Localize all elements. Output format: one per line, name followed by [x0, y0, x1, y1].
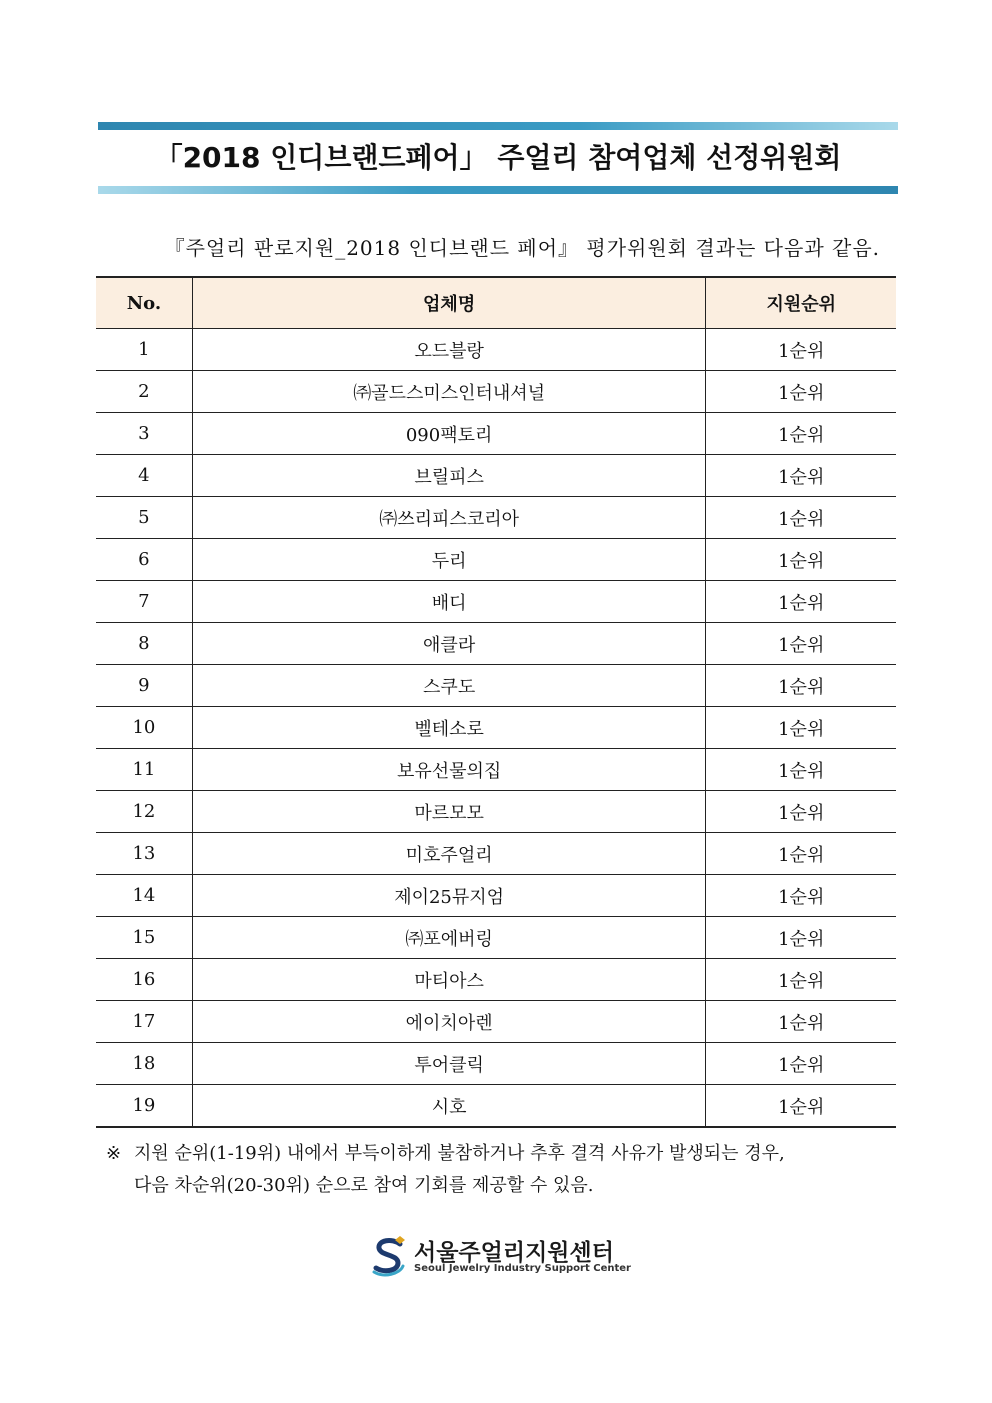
cell-no: 11	[96, 749, 192, 791]
table-row	[96, 749, 896, 791]
cell-no: 13	[96, 833, 192, 875]
cell-rank: 1순위	[706, 791, 896, 833]
cell-company: 두리	[192, 539, 706, 581]
cell-rank: 1순위	[706, 707, 896, 749]
table-row	[96, 707, 896, 749]
table-row	[96, 1043, 896, 1085]
table-body	[96, 329, 896, 1128]
cell-rank: 1순위	[706, 329, 896, 371]
header-no: No.	[96, 277, 192, 329]
cell-company: 애클라	[192, 623, 706, 665]
cell-rank: 1순위	[706, 1001, 896, 1043]
cell-rank: 1순위	[706, 455, 896, 497]
cell-company: 제이25뮤지엄	[192, 875, 706, 917]
cell-no: 10	[96, 707, 192, 749]
cell-no: 2	[96, 371, 192, 413]
cell-no: 15	[96, 917, 192, 959]
footnote-line-1	[106, 1138, 866, 1170]
cell-company: 배디	[192, 581, 706, 623]
results-table	[96, 276, 896, 1128]
cell-no: 3	[96, 413, 192, 455]
table-row	[96, 791, 896, 833]
cell-no: 17	[96, 1001, 192, 1043]
cell-company: 브릴피스	[192, 455, 706, 497]
cell-company: 스쿠도	[192, 665, 706, 707]
table-row	[96, 917, 896, 959]
cell-rank: 1순위	[706, 581, 896, 623]
cell-rank: 1순위	[706, 833, 896, 875]
cell-company: 마티아스	[192, 959, 706, 1001]
cell-company: 090팩토리	[192, 413, 706, 455]
title-bottom-bar	[98, 186, 898, 194]
cell-company: ㈜포에버링	[192, 917, 706, 959]
logo-korean-name: 서울주얼리지원센터	[414, 1240, 614, 1266]
table-row	[96, 665, 896, 707]
cell-rank: 1순위	[706, 497, 896, 539]
cell-company: 벨테소로	[192, 707, 706, 749]
cell-company: ㈜쓰리피스코리아	[192, 497, 706, 539]
cell-company: 에이치아렌	[192, 1001, 706, 1043]
cell-rank: 1순위	[706, 665, 896, 707]
cell-company: 시호	[192, 1085, 706, 1128]
cell-rank: 1순위	[706, 1043, 896, 1085]
table-row	[96, 329, 896, 371]
table-row	[96, 833, 896, 875]
table-row	[96, 1085, 896, 1128]
table-row	[96, 875, 896, 917]
header-rank: 지원순위	[706, 277, 896, 329]
cell-no: 18	[96, 1043, 192, 1085]
logo-s-icon	[370, 1234, 410, 1278]
cell-company: ㈜골드스미스인터내셔널	[192, 371, 706, 413]
table-row	[96, 1001, 896, 1043]
table-row	[96, 539, 896, 581]
cell-rank: 1순위	[706, 1085, 896, 1128]
cell-no: 7	[96, 581, 192, 623]
cell-company: 오드블랑	[192, 329, 706, 371]
cell-rank: 1순위	[706, 623, 896, 665]
logo-english-name: Seoul Jewelry Industry Support Center	[414, 1263, 631, 1274]
table-row	[96, 497, 896, 539]
cell-rank: 1순위	[706, 875, 896, 917]
table-row	[96, 623, 896, 665]
table-header-row	[96, 277, 896, 329]
table-row	[96, 455, 896, 497]
cell-rank: 1순위	[706, 371, 896, 413]
subtitle: 『주얼리 판로지원_2018 인디브랜드 페어』 평가위원회 결과는 다음과 같음.	[164, 236, 880, 260]
cell-no: 1	[96, 329, 192, 371]
cell-no: 5	[96, 497, 192, 539]
title-banner	[98, 122, 898, 194]
table-row	[96, 581, 896, 623]
cell-rank: 1순위	[706, 413, 896, 455]
cell-no: 14	[96, 875, 192, 917]
cell-no: 8	[96, 623, 192, 665]
cell-no: 16	[96, 959, 192, 1001]
cell-rank: 1순위	[706, 539, 896, 581]
table-row	[96, 413, 896, 455]
cell-rank: 1순위	[706, 917, 896, 959]
cell-no: 4	[96, 455, 192, 497]
footnote-line-2: 다음 차순위(20-30위) 순으로 참여 기회를 제공할 수 있음.	[134, 1175, 594, 1196]
cell-no: 12	[96, 791, 192, 833]
cell-company: 보유선물의집	[192, 749, 706, 791]
title-top-bar	[98, 122, 898, 130]
cell-rank: 1순위	[706, 749, 896, 791]
page-title: 「2018 인디브랜드페어」 주얼리 참여업체 선정위원회	[154, 141, 842, 174]
cell-no: 19	[96, 1085, 192, 1128]
cell-company: 마르모모	[192, 791, 706, 833]
organization-logo	[370, 1234, 640, 1280]
cell-rank: 1순위	[706, 959, 896, 1001]
footnote-text-1: 지원 순위(1-19위) 내에서 부득이하게 불참하거나 추후 결격 사유가 발생되는 경우,	[134, 1143, 785, 1164]
note-mark: ※	[106, 1143, 122, 1164]
table-row	[96, 959, 896, 1001]
cell-no: 6	[96, 539, 192, 581]
footnote	[106, 1138, 866, 1202]
table-row	[96, 371, 896, 413]
cell-company: 투어클릭	[192, 1043, 706, 1085]
cell-no: 9	[96, 665, 192, 707]
cell-company: 미호주얼리	[192, 833, 706, 875]
header-company: 업체명	[192, 277, 706, 329]
